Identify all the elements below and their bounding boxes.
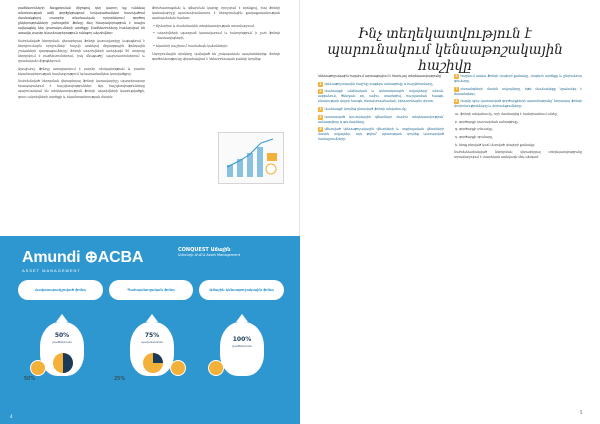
- right-col1-item-5: 5 վճարված կենսաթոշակային վճարների և սոցիալական վճարների մասին տվյալներ, այդ թվում՝ պետության կողմից կատարված համալրումները։: [318, 127, 444, 142]
- coin-icon: [30, 360, 46, 376]
- number-badge: 4: [319, 114, 322, 119]
- right-column-2: [454, 74, 582, 394]
- right-col2-item-8: 8 հաշվի վրա կատարված գործարքների պատմությունը՝ ներառյալ ֆոնդի փոփոխությունները և փոխանցումները։: [454, 99, 582, 109]
- amundi-acba-logo: [22, 247, 143, 273]
- left-col1-para-3: Այսպիսով, ֆոնդը առաջարկում է բարձր ռիսկայնության և բարձր եկամտաբերության համադրություն՝ երկարաժամկետ կտրվածքով։: [18, 66, 145, 76]
- number-badge: 8: [455, 99, 458, 104]
- bag-growth: [198, 310, 284, 410]
- left-col1-para-1: բաժնետոմսերի ձեռքբերման միջոցով դեր կարող եք ունենալ տնտեսության աճի գործընթացում։ Երկարաժամկետ հատվածում մասնակցելով տարբեր տնտեսական ոլորտներում գործող ընկերությունների շահույթին՝ ֆոնդը ձեզ հնարավորություն է տալիս ավելացնել ձեր կուտակումների արժեքը։ Բաժնետոմսերը համարվում են առավել բարձր եկամտաբերություն ունեցող ակտիվներ։: [18, 6, 145, 36]
- fund-banner: [0, 236, 300, 424]
- coin-icon: [208, 360, 224, 376]
- right-col2-item-7: 7 ժառանգների մասին տվյալները, եթե մասնակիցը նշանակել է ժառանգներ,: [454, 86, 582, 96]
- right-col1-item-2: 2 մասնակցի անձնական և կոնտակտային տվյալները՝ անուն, ազգանուն, ծննդյան օր, ամիս, տարեթիվ, հաշվառման հասցե, բնակության վայրի հասցե, հեռախոսահամար, էլեկտրոնային փոստ,: [318, 89, 444, 104]
- number-badge: 2: [319, 89, 322, 94]
- right-col2-bullet-d: դ. գործարքի գումարը,: [455, 134, 494, 139]
- right-col2-item-6: 6 հաշվում առկա ֆոնդի փայերի քանակը, փայերի արժեքը և ընդհանուր գումարը,: [454, 74, 582, 84]
- right-col1-item-3: 3 մասնակցի կողմից ընտրված ֆոնդի անվանումը,: [319, 107, 407, 112]
- left-col2-bullet-2: • ակտիվների պատշաճ կառավարում և հսկողություն՝ ի շահ ֆոնդի մասնակիցների,: [153, 31, 280, 41]
- fund-name: CONQUEST Աճային: [178, 247, 231, 253]
- left-col1-para-4: Սահմանված ներդրման վերաբերյալ ֆոնդի կառավարիչը պարբերաբար հրապարակում է հաշվետվություններ։ Այդ հաշվետվությունները պարունակում են տեղեկատվություն ֆոնդի ակտիվների կառուցվածքի, զուտ ակտիվների արժեքի և եկամտաբերության մասին։: [18, 79, 145, 99]
- tab-conservative-fund[interactable]: Պահպանողական ֆոնդ: [109, 280, 194, 300]
- tab-growth-fund[interactable]: Աճային կենսաթոշակային ֆոնդ: [199, 280, 284, 300]
- right-col1-intro: Կենսաթոշակային հաշվում արտացոլվում է հետևյալ տեղեկատվությունը՝: [318, 74, 442, 78]
- fund-subtitle: Ամունդի-ԱԿԲԱ Asset Management: [178, 253, 240, 257]
- fund-name-block: [178, 247, 274, 257]
- right-col1-item-4: 4 կատարված կուտակային վճարների մասին տեղեկատվություն՝ ամսաթվերը և գումարները,: [318, 114, 444, 124]
- allocation-bags: [18, 310, 284, 410]
- left-column-1: [18, 6, 145, 238]
- right-page-number: 5: [580, 410, 583, 415]
- left-col2-bullet-1: • ճշմարիտ և ժամանակին տեղեկատվության տրամադրում,: [153, 23, 255, 28]
- number-badge: 3: [319, 107, 322, 112]
- bag-left-num: 25%: [114, 376, 126, 382]
- chart-thumbnail-illustration: [218, 132, 284, 184]
- left-col2-para-5: Ներդրումային ռիսկերը կախված են շուկայական պայմաններից։ Ֆոնդի գործունեությունը վերահսկվում է Կենտրոնական բանկի կողմից։: [152, 51, 280, 61]
- bag-top-label: բաժնետոմս: [232, 344, 252, 348]
- left-col2-para-1: Փոխհատուցման և վճարման կարգը որոշվում է օրենքով, իսկ ֆոնդի կառավարիչը պատասխանատու է ներդրումային քաղաքականության պահպանման համար։: [152, 6, 280, 21]
- right-col2-bullet-b: բ. գործարքի կատարման ամսաթիվը,: [455, 119, 519, 124]
- number-badge: 7: [455, 86, 458, 91]
- bag-knot-icon: [236, 314, 248, 322]
- pie-chart-50-50: [52, 352, 74, 374]
- money-bag-icon: [220, 322, 264, 376]
- bag-top-pct: 75%: [144, 332, 160, 339]
- right-col2-bullet-e: ե. ձեռք բերված կամ մարված փայերի քանակը։: [455, 142, 536, 147]
- right-col2-outro: Սահմանափակված ներդրման վերաբերյալ տեղեկատվությունը տրամադրվում է տարեկան առնվազն մեկ անգամ։: [454, 150, 582, 160]
- right-col2-bullet-c: գ. գործարքի տեսակը,: [455, 127, 493, 132]
- logo-subtitle: ASSET MANAGEMENT: [22, 268, 81, 273]
- bag-balanced: [18, 310, 104, 410]
- right-col1-item-1: 1 կենսաթոշակային հաշիվը բացելու ամսաթիվը և հաշվեհամարը,: [319, 81, 434, 86]
- right-col2-bullet-a: ա. ֆոնդի անվանումը, որի մասնակից է հանդիսանում անձը,: [455, 112, 558, 117]
- left-col2-bullet-3: • եկամտի բաշխում՝ համաձայն կանոնների։: [153, 44, 228, 49]
- number-badge: 5: [319, 127, 322, 132]
- bag-top-label: բաժնետոմս: [52, 340, 72, 344]
- fund-type-tabs: [18, 280, 284, 300]
- bag-knot-icon: [146, 314, 158, 322]
- logo-text: Amundi ⊕ACBA: [22, 249, 144, 266]
- left-page-number: 4: [10, 414, 13, 419]
- bag-top-pct: 50%: [54, 332, 70, 339]
- coin-icon: [170, 360, 186, 376]
- bag-left-num: 50%: [24, 376, 36, 382]
- bag-top-pct: 100%: [232, 336, 252, 343]
- tab-balanced-fund[interactable]: Հավասարակշռված ֆոնդ: [18, 280, 103, 300]
- bag-conservative: [108, 310, 194, 410]
- bag-knot-icon: [56, 314, 68, 322]
- pie-chart-25-75: [142, 352, 164, 374]
- number-badge: 6: [455, 74, 458, 78]
- page-title: Ինչ տեղեկատվություն է պարունակում կենսաթոշակային հաշիվը: [327, 26, 563, 74]
- bag-top-label: պարտատոմս: [140, 340, 164, 344]
- left-column-2: [152, 6, 280, 232]
- number-badge: 1: [319, 81, 322, 86]
- right-column-1: [318, 74, 444, 414]
- left-col1-para-2: Սահմանված ներդրման վերաբերյալ ֆոնդի կառավարիչը կայացնում է ներդրումային որոշումներ՝ հաշվի առնելով միջազգային ֆոնդային շուկաների զարգացումները։ Ֆոնդի ակտիվների առնվազն 50 տոկոսը ներդրվում է բաժնետոմսերում, իսկ մնացածը՝ պարտատոմսերում և դրամական միջոցներում։: [18, 38, 145, 64]
